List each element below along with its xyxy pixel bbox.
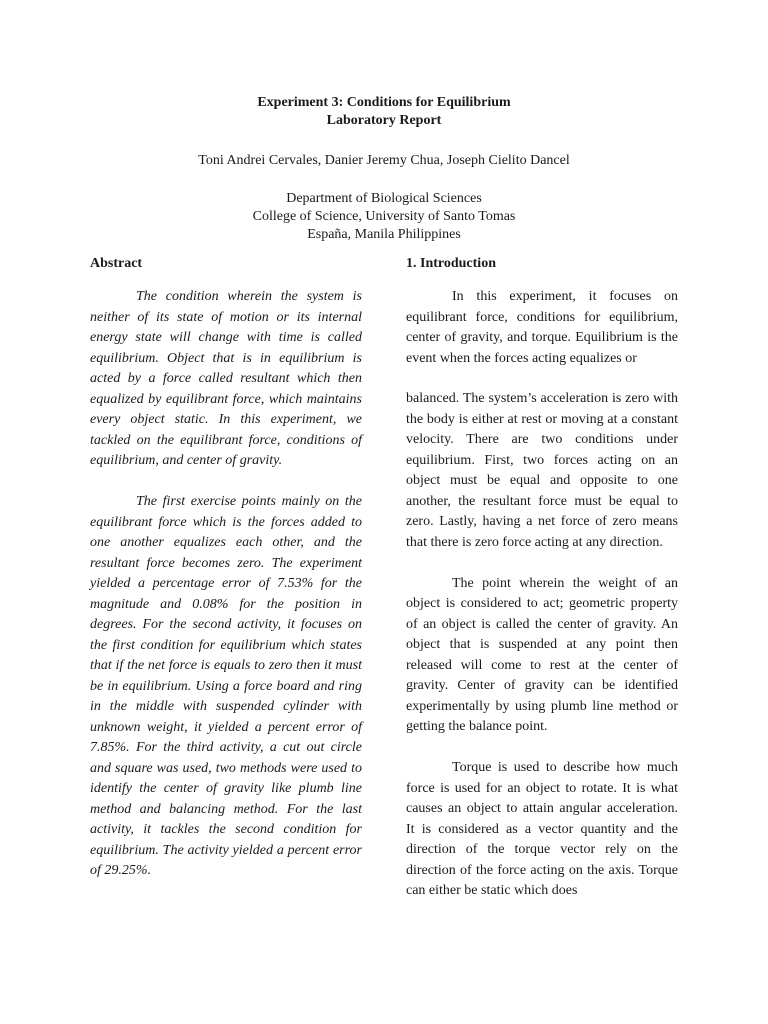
introduction-paragraph-1a: In this experiment, it focuses on equilibrant force, conditions for equilibrium, center of gravity, and torque. Equilibrium is the event when the forces acting equalizes or: [406, 289, 678, 366]
affiliation: [0, 190, 768, 244]
affiliation-department: Department of Biological Sciences: [286, 191, 482, 206]
introduction-heading: 1. Introduction: [406, 256, 496, 271]
introduction-paragraph-1b: balanced. The system’s acceleration is zero with the body is either at rest or moving at a constant velocity. There are two conditions under equilibrium. First, two forces acting on an object must be equal and opposite to one another, the resultant force must be equal to zero. Lastly, having a net force of zero means that there is zero force acting at any direction.: [406, 391, 678, 550]
introduction-paragraph-3: Torque is used to describe how much force is used for an object to rotate. It is what causes an object to attain angular acceleration. It is considered as a vector quantity and the direction of the torque vector rely on the direction of the force acting on the axis. Torque can either be static which does: [406, 760, 678, 898]
paper-header: [0, 94, 768, 244]
paper-title-line-1: Experiment 3: Conditions for Equilibrium: [257, 95, 511, 110]
affiliation-location: España, Manila Philippines: [307, 227, 461, 242]
introduction-paragraph-2: The point wherein the weight of an object is considered to act; geometric property of an object is called the center of gravity. An object that is suspended at any point then released will come to rest at the center of gravity. Center of gravity can be identified experimentally by using plumb line method or getting the balance point.: [406, 575, 678, 734]
abstract-paragraph-2: The first exercise points mainly on the equilibrant force which is the forces added to one another equalizes each other, and the resultant force becomes zero. The experiment yielded a percentage error of 7.53% for the magnitude and 0.08% for the position in degrees. For the second activity, it focuses on the first condition for equilibrium which states that if the net force is equals to zero then it must be in equilibrium. Using a force board and ring in the middle with suspended cylinder with unknown weight, it yielded a percent error of 7.85%. For the third activity, a cut out circle and square was used, two methods were used to identify the center of gravity like plumb line method and balancing method. For the last activity, it tackles the second condition for equilibrium. The activity yielded a percent error of 29.25%.: [90, 494, 362, 878]
abstract-column: [90, 255, 362, 882]
author-list: Toni Andrei Cervales, Danier Jeremy Chua, Joseph Cielito Dancel: [198, 153, 570, 168]
introduction-column: [406, 255, 678, 902]
abstract-heading: Abstract: [90, 256, 143, 271]
affiliation-college: College of Science, University of Santo Tomas: [252, 209, 516, 224]
paper-title-line-2: Laboratory Report: [326, 113, 442, 128]
abstract-paragraph-1: The condition wherein the system is neither of its state of motion or its internal energy state will change with time is called equilibrium. Object that is in equilibrium is acted by a force called resultant which then equalized by equilibrant force, which maintains every object static. In this experiment, we tackled on the equilibrant force, conditions of equilibrium, and center of gravity.: [90, 289, 362, 468]
